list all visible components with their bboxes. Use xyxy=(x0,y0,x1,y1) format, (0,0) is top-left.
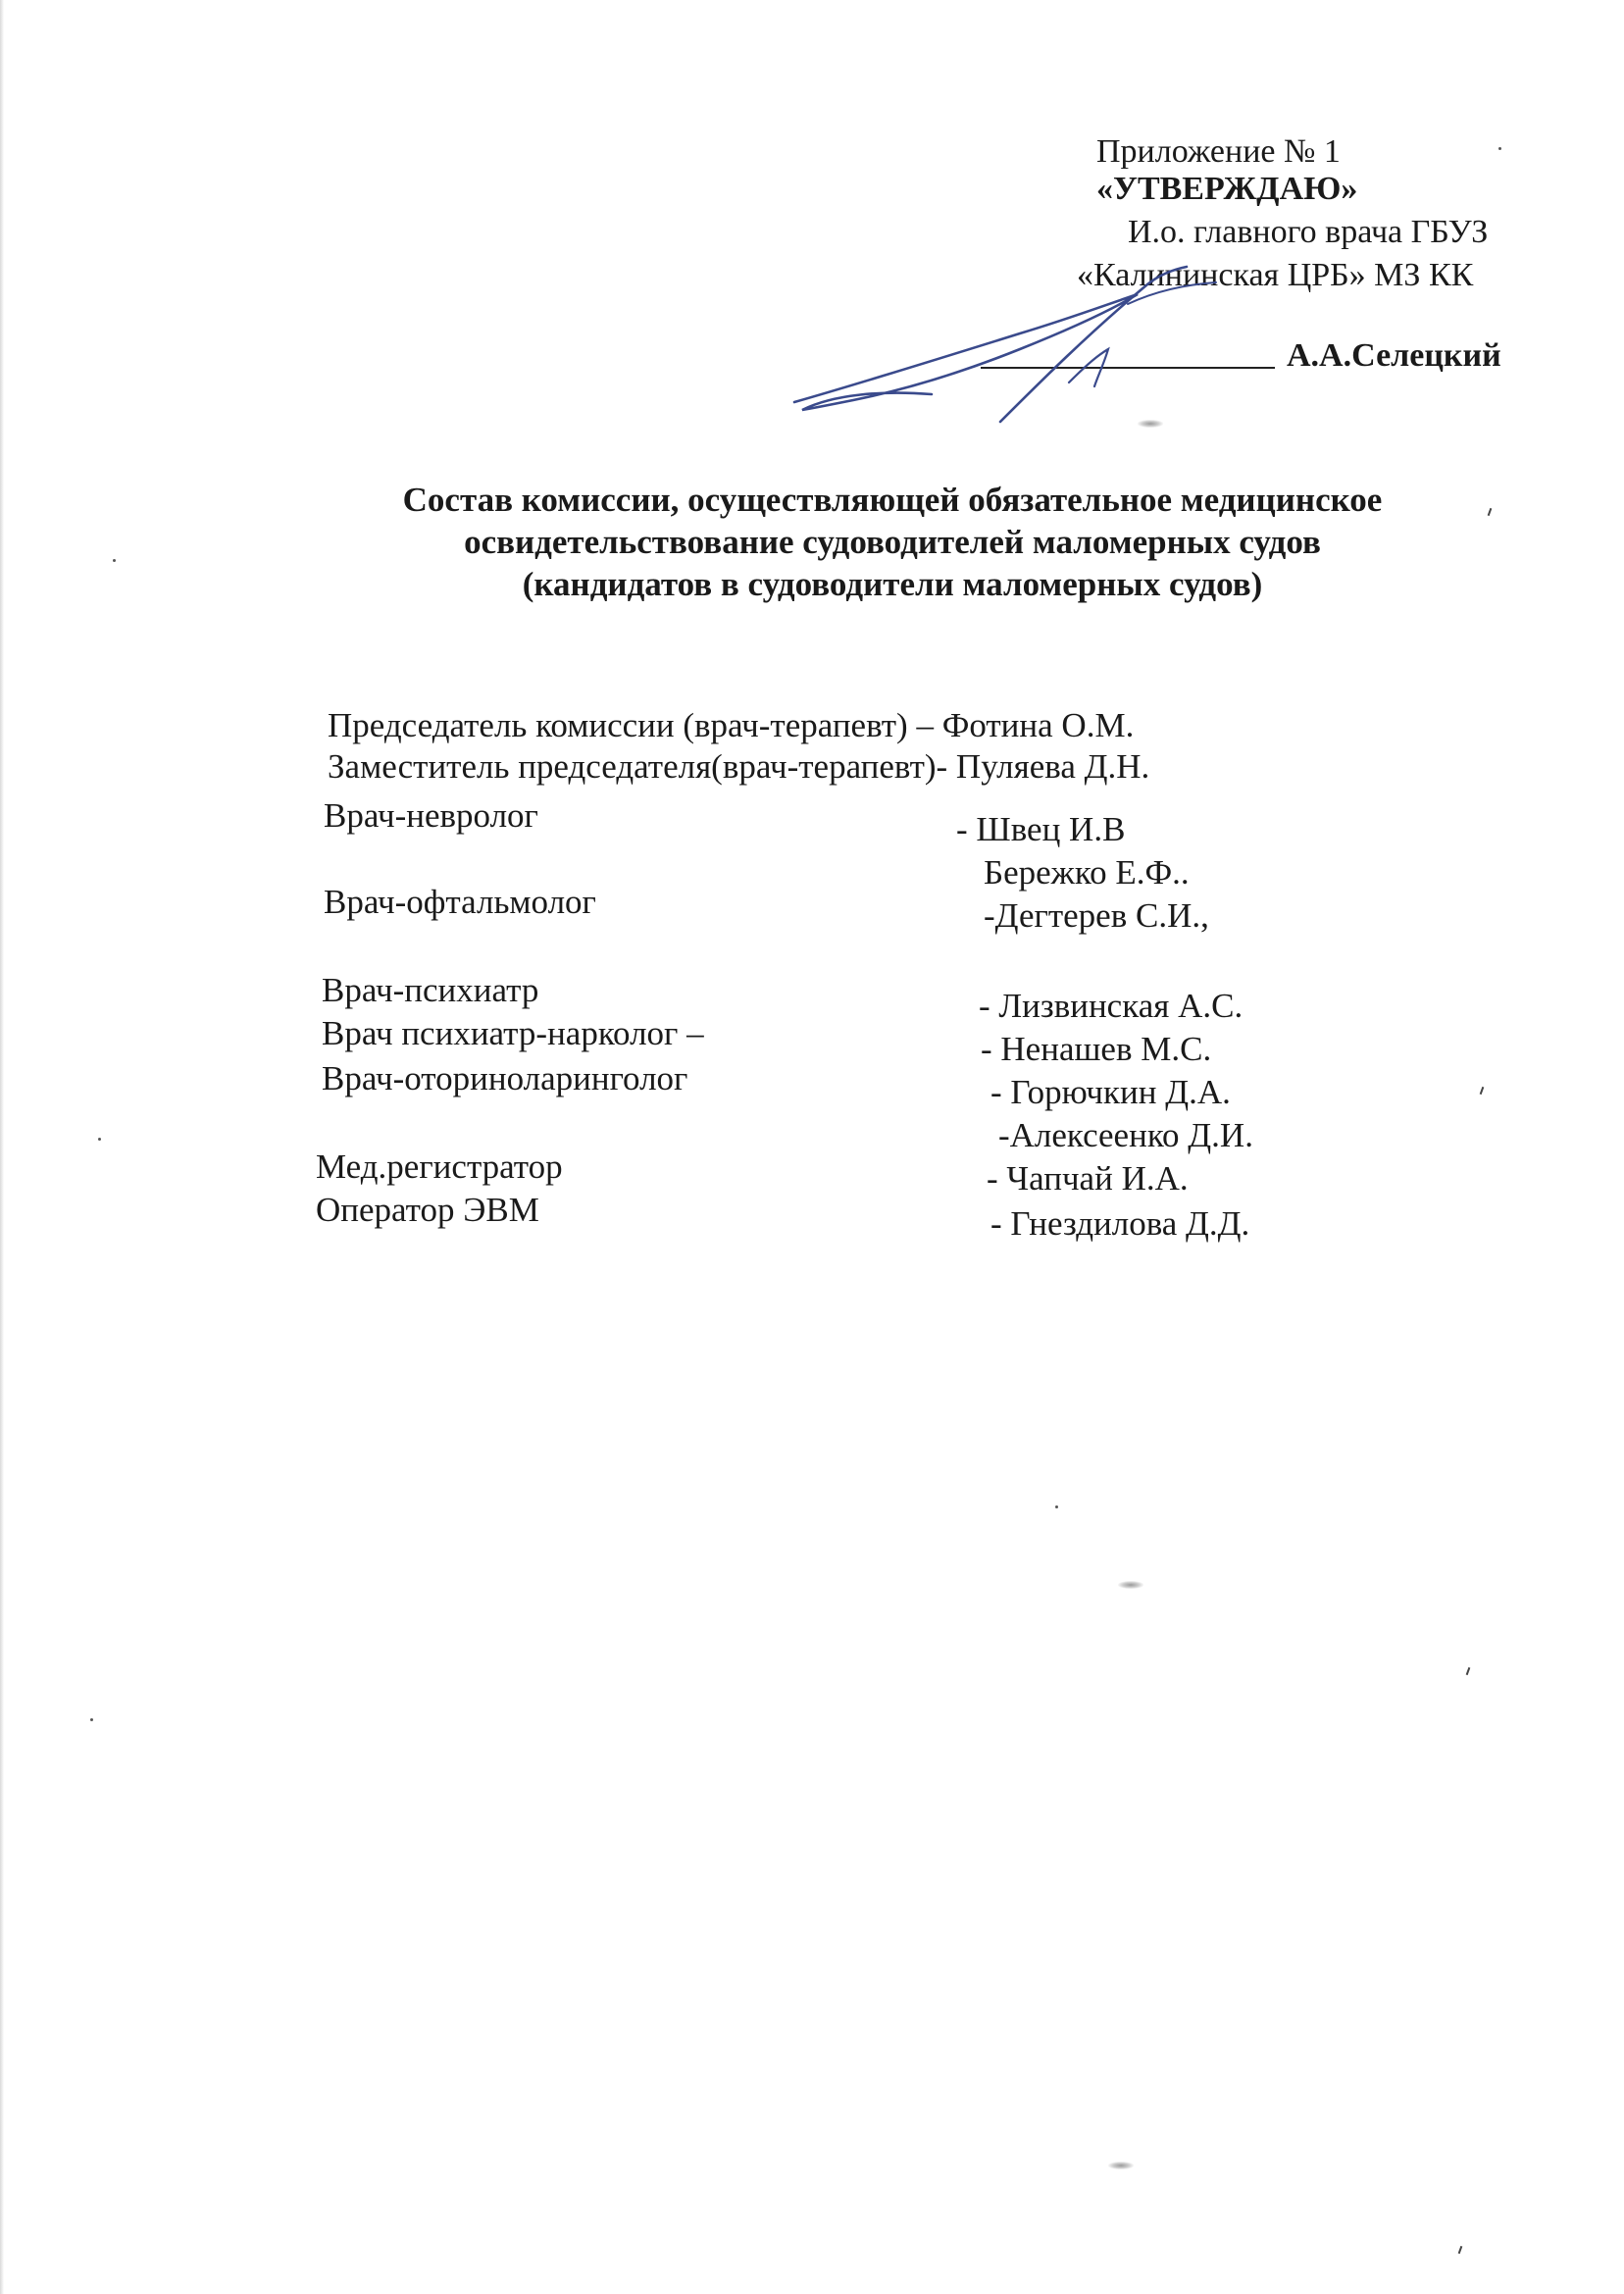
member-name: - Горючкин Д.А. xyxy=(990,1073,1231,1111)
member-role: Оператор ЭВМ xyxy=(316,1191,539,1229)
scan-speck xyxy=(113,559,116,562)
scan-smudge xyxy=(1108,2162,1134,2169)
member-name: - Гнездилова Д.Д. xyxy=(990,1204,1250,1243)
scan-speck xyxy=(90,1718,93,1721)
member-role: Врач психиатр-нарколог – xyxy=(322,1014,704,1052)
member-role: Врач-оториноларинголог xyxy=(322,1059,688,1097)
title-line-3: (кандидатов в судоводители маломерных судов) xyxy=(522,565,1263,603)
scan-mark xyxy=(1480,1087,1485,1095)
member-role: Врач-невролог xyxy=(324,796,538,835)
member-name: Бережко Е.Ф.. xyxy=(984,853,1190,892)
scan-mark xyxy=(1466,1667,1471,1675)
chairman-line: Председатель комиссии (врач-терапевт) – Фотина О.М. xyxy=(328,706,1135,744)
scan-speck xyxy=(1498,147,1501,150)
member-name: - Швец И.В xyxy=(956,810,1126,848)
scan-speck xyxy=(1055,1505,1058,1508)
member-name: - Ненашев М.С. xyxy=(981,1030,1212,1068)
title-line-2: освидетельствование судоводителей маломерных судов xyxy=(464,523,1321,561)
document-title xyxy=(245,479,1540,605)
deputy-line: Заместитель председателя(врач-терапевт)- Пуляева Д.Н. xyxy=(328,747,1150,786)
scan-smudge xyxy=(1138,420,1163,428)
scan-edge-shadow xyxy=(0,0,4,2294)
appendix-number: Приложение № 1 xyxy=(1096,133,1341,170)
signature-line xyxy=(981,367,1275,369)
title-line-1: Состав комиссии, осуществляющей обязательное медицинское xyxy=(402,481,1383,519)
approver-organization: «Калининская ЦРБ» МЗ КК xyxy=(1077,257,1474,293)
member-role: Врач-офтальмолог xyxy=(324,883,596,921)
member-name: - Лизвинская А.С. xyxy=(979,987,1243,1025)
approver-position: И.о. главного врача ГБУЗ xyxy=(1128,214,1489,250)
member-name: - Чапчай И.А. xyxy=(987,1159,1189,1198)
scan-smudge xyxy=(1118,1581,1143,1589)
approver-name: А.А.Селецкий xyxy=(1287,337,1501,374)
scan-mark xyxy=(1458,2246,1463,2254)
approve-stamp-text: «УТВЕРЖДАЮ» xyxy=(1096,171,1358,207)
member-name: -Алексеенко Д.И. xyxy=(998,1116,1253,1154)
member-role: Мед.регистратор xyxy=(316,1147,563,1186)
scan-speck xyxy=(98,1138,101,1141)
member-name: -Дегтерев С.И., xyxy=(984,896,1209,935)
member-role: Врач-психиатр xyxy=(322,971,539,1009)
